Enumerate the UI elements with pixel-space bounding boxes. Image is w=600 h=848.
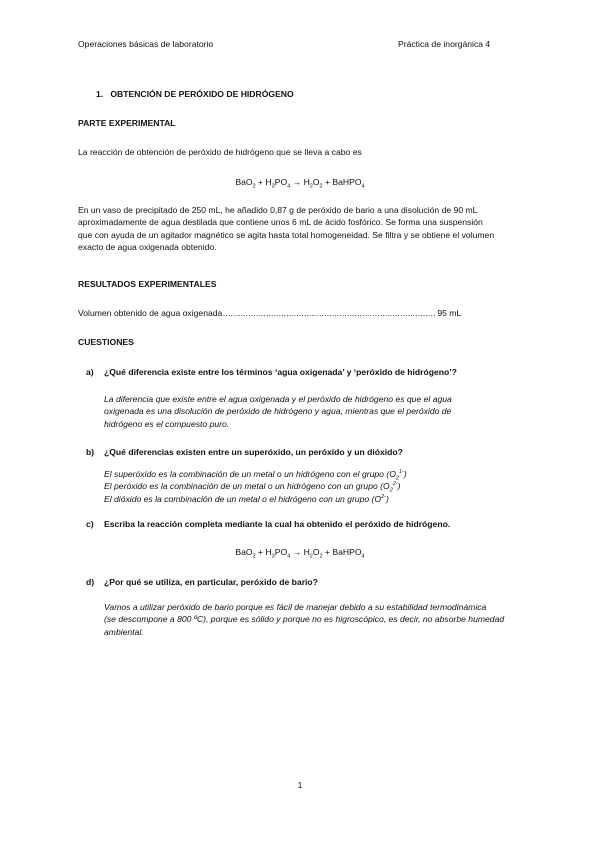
answer-b-line3-sup: 2- <box>381 494 386 501</box>
reaction2-arrow: → <box>290 547 304 557</box>
reaction-arrow: → <box>290 177 304 187</box>
parte-experimental-heading: PARTE EXPERIMENTAL <box>78 118 176 128</box>
reaction-plus-h: + H <box>255 177 272 187</box>
answer-b-line1-sub: 2 <box>395 475 399 482</box>
reaction2-plus-h: + H <box>255 547 272 557</box>
section-number: 1. <box>96 89 104 99</box>
answer-d <box>104 601 524 638</box>
paragraph-line: En un vaso de precipitado de 250 mL, he añadido 0,87 g de peróxido de bario a una disolución de 90 mL <box>78 205 478 215</box>
reaction2-plus-bahpo: + BaHPO <box>322 547 362 557</box>
question-d-letter: d) <box>86 577 95 587</box>
question-d-text: ¿Por qué se utiliza, en particular, peróxido de bario? <box>104 577 318 587</box>
answer-a-line: La diferencia que existe entre el agua oxigenada y el peróxido de hidrógeno es que el agua <box>104 394 452 404</box>
paragraph-line: que con ayuda de un agitador magnético se agita hasta total homogeneidad. Se filtra y se obtiene el volumen <box>78 229 495 240</box>
experimental-paragraph <box>78 204 528 254</box>
reaction-bahpo-sub: 4 <box>361 183 365 190</box>
answer-a-line: oxigenada es una disolución de peróxido de hidrógeno y agua, mientras que el peróxido de <box>104 406 452 417</box>
reaction-equation <box>0 176 600 188</box>
answer-b-line2-sub: 2 <box>389 488 393 495</box>
reaction2-po-sub: 4 <box>287 553 291 560</box>
section-title <box>96 88 294 100</box>
reaction-o2: O <box>312 177 320 187</box>
answer-b-line2-sup: 2- <box>392 481 398 488</box>
reaction-h2-sub: 2 <box>309 183 313 190</box>
resultados-value: 95 mL <box>437 308 462 318</box>
paragraph-line: aproximadamente de agua destilada que contiene unos 6 mL de ácido fosfórico. Se forma una suspensión <box>78 217 483 228</box>
reaction2-o2: O <box>312 547 320 557</box>
reaction-o2-sub: 2 <box>319 183 323 190</box>
reaction-plus-bahpo: + BaHPO <box>322 177 362 187</box>
reaction-h2: H <box>303 177 310 187</box>
answer-b-line3-close: ) <box>385 493 389 504</box>
answer-a-line: hidrógeno es el compuesto puro. <box>104 418 230 429</box>
header-right: Práctica de inorgánica 4 <box>398 39 491 49</box>
reaction2-po: PO <box>274 547 288 557</box>
answer-b-line1-sup: 1- <box>398 469 404 476</box>
answer-b-line2-text: El peróxido es la combinación de un metal o un hidrógeno con un grupo (O <box>104 481 390 492</box>
reaction-bao: BaO <box>235 177 253 187</box>
reaction-po: PO <box>274 177 288 187</box>
reaction2-o2-sub: 2 <box>319 553 323 560</box>
reaction-po-sub: 4 <box>287 183 291 190</box>
reaction2-h-sub: 3 <box>271 553 275 560</box>
question-a <box>86 366 526 380</box>
reaction2-h2-sub: 2 <box>309 553 313 560</box>
resultados-line <box>78 307 461 319</box>
answer-b-line3-text: El dióxido es la combinación de un metal o el hidrógeno con un grupo (O <box>104 493 382 504</box>
reaction2-bao-sub: 2 <box>252 553 256 560</box>
question-a-letter: a) <box>86 367 94 377</box>
answer-a <box>104 393 524 430</box>
resultados-dots: ………………………………………………………………………… <box>222 308 435 318</box>
question-c <box>86 518 526 532</box>
answer-b-line2-close: ) <box>397 481 401 492</box>
answer-b-line3 <box>104 493 524 505</box>
section-title-text: OBTENCIÓN DE PERÓXIDO DE HIDRÓGENO <box>110 89 294 99</box>
answer-b-line1 <box>104 468 524 480</box>
header-left: Operaciones básicas de laboratorio <box>78 39 214 49</box>
question-c-letter: c) <box>86 519 94 529</box>
answer-d-line: ambiental. <box>104 626 144 637</box>
reaction2-bao: BaO <box>235 547 253 557</box>
question-b-letter: b) <box>86 447 95 457</box>
reaction2-h2: H <box>303 547 310 557</box>
resultados-heading: RESULTADOS EXPERIMENTALES <box>78 279 217 289</box>
answer-d-line: (se descompone a 800 ºC), porque es sólido y porque no es higroscópico, es decir, no absorbe humedad <box>104 614 505 625</box>
question-a-text: ¿Qué diferencia existe entre los términos ‘agua oxigenada’ y ‘peróxido de hidrógeno’? <box>104 367 457 377</box>
answer-b-line1-text: El superóxido es la combinación de un metal o un hidrógeno con el grupo (O <box>104 469 396 479</box>
parte-experimental-intro: La reacción de obtención de peróxido de hidrógeno que se lleva a cabo es <box>78 147 362 157</box>
reaction2-bahpo-sub: 4 <box>361 553 365 560</box>
reaction-equation-2 <box>0 546 600 558</box>
answer-b-line2 <box>104 480 524 495</box>
reaction-bao-sub: 2 <box>252 183 256 190</box>
question-c-text: Escriba la reacción completa mediante la cual ha obtenido el peróxido de hidrógeno. <box>104 519 451 529</box>
answer-b <box>104 468 524 505</box>
resultados-label: Volumen obtenido de agua oxigenada <box>78 308 223 318</box>
answer-b-line1-close: ) <box>403 469 407 479</box>
paragraph-line: exacto de agua oxigenada obtenido. <box>78 242 217 253</box>
cuestiones-heading: CUESTIONES <box>78 337 134 347</box>
reaction-h-sub: 3 <box>271 183 275 190</box>
question-b <box>86 446 526 460</box>
answer-d-line: Vamos a utilizar peróxido de bario porque es fácil de manejar debido a su estabilidad termodinámica <box>104 602 487 612</box>
question-d <box>86 576 526 590</box>
question-b-text: ¿Qué diferencias existen entre un superóxido, un peróxido y un dióxido? <box>104 447 403 457</box>
page-number: 1 <box>297 780 303 790</box>
